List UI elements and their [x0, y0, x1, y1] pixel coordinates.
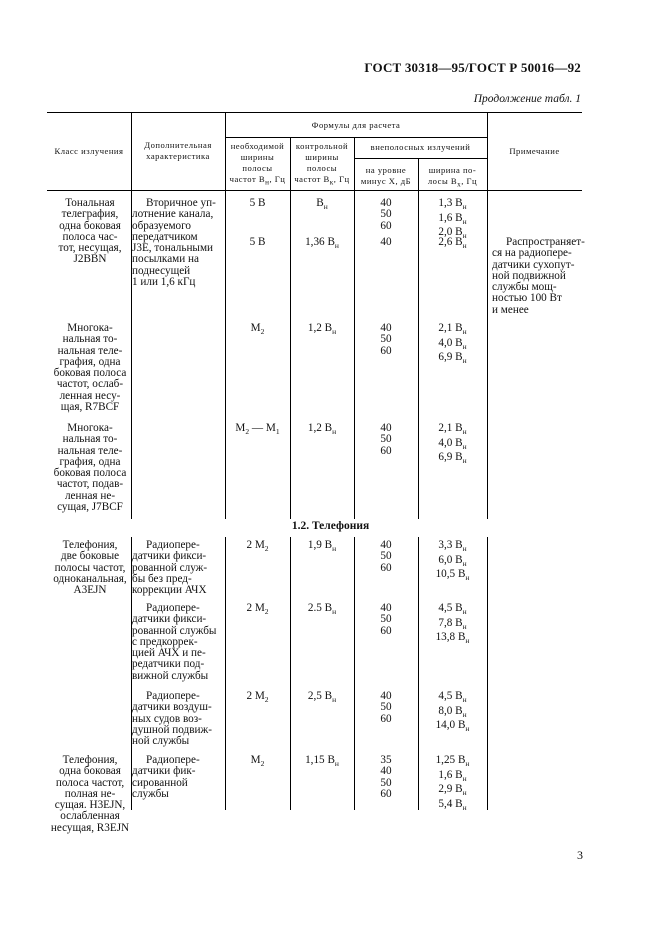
row-class-cell	[50, 540, 130, 596]
col-divider-1	[131, 112, 132, 519]
bandwidth-value: 6,9 $B_н$	[438, 451, 467, 466]
row-note-cell	[492, 236, 585, 316]
cell-line: полосы частот,	[54, 561, 126, 574]
cell-line: боковая полоса	[53, 467, 127, 480]
bandwidth-value: 4,5 $B_н$	[438, 690, 467, 705]
cell-line: Многока-	[67, 322, 113, 334]
page-number: 3	[577, 848, 583, 862]
row-control-cell	[290, 323, 354, 338]
bandwidth-value: 2,1 $B_н$	[438, 322, 467, 337]
formula-value: 2 $M_2$	[246, 602, 269, 617]
row-control-cell	[290, 540, 354, 555]
formula-value: 1,2 $B_н$	[307, 322, 337, 337]
bandwidth-value: 6,0 $B_н$	[438, 553, 467, 568]
bandwidth-value: 3,3 $B_н$	[438, 539, 467, 554]
cell-line: графия, одна	[59, 455, 121, 468]
row-level-cell	[354, 755, 418, 800]
row-extra-cell	[132, 198, 226, 288]
cell-line: 40	[380, 422, 392, 434]
formula-value: 5 B	[249, 236, 266, 248]
table-continuation-label: Продолжение табл. 1	[473, 93, 581, 105]
cell-line: 40	[380, 765, 392, 778]
bandwidth-value: 1,25 $B_н$	[435, 754, 470, 769]
cell-line: J2BBN	[73, 253, 107, 266]
table-header-rule	[47, 190, 582, 191]
cell-line: поднесущей	[132, 264, 191, 277]
bandwidth-value: 2,0 $B_н$	[438, 226, 467, 241]
cell-line: 50	[380, 333, 392, 346]
row-necessary-cell	[225, 198, 290, 209]
cell-line: нальная то-	[62, 433, 118, 446]
cell-line: ослабленная	[60, 810, 120, 823]
formula-value: 2.5 $B_н$	[307, 602, 337, 617]
cell-line: 60	[380, 444, 392, 457]
cell-line: 1 или 1,6 кГц	[132, 276, 196, 289]
cell-line: лотнение канала,	[132, 208, 214, 221]
bandwidth-value: 8,0 $B_н$	[438, 704, 467, 719]
cell-line: 50	[380, 550, 392, 563]
row-class-cell	[50, 755, 130, 834]
bandwidth-value: 13,8 $B_н$	[435, 631, 470, 646]
cell-line: частот, ослаб-	[56, 378, 124, 391]
cell-line: душной подвиж-	[132, 723, 212, 736]
cell-line: редатчики под-	[132, 658, 205, 671]
cell-line: датчики воздуш-	[132, 701, 212, 714]
formula-value: 5 B	[249, 197, 266, 209]
row-class-cell	[50, 323, 130, 413]
cell-line: датчики фикси-	[132, 550, 207, 563]
cell-line: Радиопере-	[146, 539, 200, 551]
cell-line: с предкоррек-	[132, 635, 198, 648]
formula-value: $M_2$	[250, 322, 265, 337]
formulas-subrule	[225, 137, 487, 138]
row-bandwidth-cell	[418, 423, 487, 467]
cell-line: Вторичное уп-	[146, 197, 216, 209]
cell-line: рованной служ-	[132, 561, 208, 574]
cell-line: ной подвижной	[492, 269, 566, 282]
row-control-cell	[290, 691, 354, 706]
cell-line: коррекции АЧХ	[132, 584, 207, 597]
row-bandwidth-cell	[418, 603, 487, 647]
cell-line: полоса частот,	[55, 776, 125, 789]
formula-value: 2 $M_2$	[246, 539, 269, 554]
header-extra: Дополнительная характеристика	[144, 140, 212, 161]
row-necessary-cell	[225, 755, 290, 770]
formula-value: $B_н$	[316, 197, 328, 212]
cell-line: ной службы	[132, 735, 190, 748]
cell-line: 50	[380, 776, 392, 789]
cell-line: бы без пред-	[132, 572, 192, 585]
cell-line: тот, несущая,	[58, 242, 122, 255]
cell-line: A3EJN	[73, 584, 107, 597]
cell-line: 40	[380, 197, 392, 209]
row-level-cell	[354, 691, 418, 725]
cell-line: ленная не-	[64, 489, 116, 502]
cell-line: нальная теле-	[57, 344, 123, 357]
cell-line: графия, одна	[59, 355, 121, 368]
cell-line: сущая. H3EJN,	[54, 799, 126, 812]
cell-line: 50	[380, 613, 392, 626]
cell-line: образуемого	[132, 219, 192, 232]
row-level-cell	[354, 603, 418, 637]
row-level-cell	[354, 198, 418, 232]
table-top-rule	[47, 112, 582, 113]
bandwidth-value: 10,5 $B_н$	[435, 568, 470, 583]
cell-line: 50	[380, 701, 392, 714]
cell-line: передатчиком	[132, 230, 198, 243]
row-control-cell	[290, 755, 354, 770]
cell-line: 60	[380, 712, 392, 725]
row-necessary-cell	[225, 540, 290, 555]
header-note: Примечание	[509, 146, 560, 156]
cell-line: несущая, R3EJN	[50, 821, 130, 834]
cell-line: J3E, тональными	[132, 242, 214, 255]
row-bandwidth-cell	[418, 691, 487, 735]
cell-line: рованной службы	[132, 624, 217, 637]
cell-line: 40	[380, 539, 392, 551]
row-necessary-cell	[225, 323, 290, 338]
formula-value: 1,36 $B_н$	[305, 236, 339, 251]
row-extra-cell	[132, 755, 226, 800]
cell-line: ся на радиопере-	[492, 247, 572, 260]
row-control-cell	[290, 603, 354, 618]
row-necessary-cell	[225, 237, 290, 248]
formula-value: $M_2$	[250, 754, 265, 769]
row-bandwidth-cell	[418, 540, 487, 584]
cell-line: датчики фик-	[132, 765, 196, 778]
cell-line: датчики сухопут-	[492, 258, 575, 271]
cell-line: 40	[380, 322, 392, 334]
bandwidth-value: 2,1 $B_н$	[438, 422, 467, 437]
bandwidth-value: 6,9 $B_н$	[438, 351, 467, 366]
cell-line: Распространяет-	[506, 236, 585, 248]
cell-line: боковая полоса	[53, 367, 127, 380]
row-bandwidth-cell	[418, 755, 487, 813]
row-class-cell	[50, 423, 130, 513]
cell-line: вижной службы	[132, 669, 209, 682]
formula-value: 1,15 $B_н$	[305, 754, 339, 769]
bandwidth-value: 14,0 $B_н$	[435, 719, 470, 734]
cell-line: Многока-	[67, 422, 113, 434]
cell-line: Тональная	[65, 197, 115, 209]
cell-line: Радиопере-	[146, 602, 200, 614]
cell-line: 50	[380, 208, 392, 221]
cell-line: службы	[132, 787, 169, 800]
cell-line: 60	[380, 787, 392, 800]
cell-line: Радиопере-	[146, 690, 200, 702]
row-extra-cell	[132, 691, 226, 747]
row-necessary-cell	[225, 603, 290, 618]
bandwidth-value: 1,3 $B_н$	[438, 197, 467, 212]
bandwidth-value: 4,0 $B_н$	[438, 336, 467, 351]
bandwidth-value: 1,6 $B_н$	[438, 768, 467, 783]
row-extra-cell	[132, 603, 226, 682]
row-level-cell	[354, 237, 418, 248]
row-necessary-cell	[225, 423, 290, 438]
row-level-cell	[354, 423, 418, 457]
col-divider-6b	[487, 537, 488, 810]
cell-line: Телефония,	[62, 539, 118, 551]
bandwidth-value: 4,0 $B_н$	[438, 436, 467, 451]
cell-line: 40	[380, 236, 392, 248]
header-level: на уровне минус X, дБ	[360, 165, 412, 186]
row-level-cell	[354, 323, 418, 357]
bandwidth-value: 5,4 $B_н$	[438, 797, 467, 812]
cell-line: нальная теле-	[57, 444, 123, 457]
cell-line: ленная несу-	[59, 389, 121, 402]
row-control-cell	[290, 237, 354, 252]
formula-value: 2,5 $B_н$	[307, 690, 337, 705]
cell-line: сущая, J7BCF	[57, 501, 123, 514]
cell-line: 60	[380, 561, 392, 574]
cell-line: сированной	[132, 776, 188, 789]
col-divider-6	[487, 112, 488, 519]
cell-line: одна боковая	[59, 765, 121, 778]
row-control-cell	[290, 198, 354, 213]
cell-line: нальная то-	[62, 333, 118, 346]
header-class: Класс излучения	[54, 146, 124, 156]
cell-line: ных судов воз-	[132, 712, 202, 725]
cell-line: полная не-	[64, 787, 116, 800]
cell-line: 60	[380, 344, 392, 357]
cell-line: цией АЧХ и пе-	[132, 647, 206, 660]
header-necessary: необходимой ширины полосы частот $B_н$, Гц	[229, 141, 286, 187]
cell-line: 35	[380, 754, 392, 766]
row-necessary-cell	[225, 691, 290, 706]
header-bandwidth: ширина по- лосы $B_x$, Гц	[427, 165, 478, 189]
cell-line: службы мощ-	[492, 281, 557, 294]
cell-line: телеграфия,	[61, 208, 119, 221]
formula-value: 1,2 $B_н$	[307, 422, 337, 437]
section-title: 1.2. Телефония	[291, 520, 370, 532]
cell-line: полоса час-	[62, 230, 118, 243]
bandwidth-value: 2,6 $B_н$	[438, 236, 467, 251]
cell-line: две боковые	[60, 550, 120, 563]
cell-line: датчики фикси-	[132, 613, 207, 626]
cell-line: щая, R7BCF	[60, 401, 120, 414]
header-outband: внеполосных излучений	[370, 142, 471, 152]
row-extra-cell	[132, 540, 226, 596]
cell-line: одноканальная,	[53, 572, 127, 585]
cell-line: 40	[380, 602, 392, 614]
cell-line: 40	[380, 690, 392, 702]
formula-value: 1,9 $B_н$	[307, 539, 337, 554]
cell-line: Радиопере-	[146, 754, 200, 766]
formula-value: 2 $M_2$	[246, 690, 269, 705]
row-class-cell	[50, 198, 130, 266]
bandwidth-value: 7,8 $B_н$	[438, 616, 467, 631]
cell-line: одна боковая	[59, 219, 121, 232]
cell-line: 60	[380, 624, 392, 637]
bandwidth-value: 4,5 $B_н$	[438, 602, 467, 617]
header-control: контрольной ширины полосы частот $B_к$, Гц	[294, 141, 350, 187]
header-formulas: Формулы для расчета	[311, 120, 401, 130]
cell-line: Телефония,	[62, 754, 118, 766]
row-level-cell	[354, 540, 418, 574]
document-header: ГОСТ 30318—95/ГОСТ Р 50016—92	[364, 60, 581, 75]
cell-line: 50	[380, 433, 392, 446]
cell-line: ностью 100 Вт	[492, 292, 562, 305]
row-bandwidth-cell	[418, 237, 487, 252]
cell-line: 60	[380, 219, 392, 232]
row-bandwidth-cell	[418, 323, 487, 367]
formula-value: $M_2$ — $M_1$	[235, 422, 280, 437]
bandwidth-value: 1,6 $B_н$	[438, 211, 467, 226]
cell-line: и менее	[492, 303, 529, 316]
bandwidth-value: 2,9 $B_н$	[438, 783, 467, 798]
outband-subrule	[354, 158, 487, 159]
row-control-cell	[290, 423, 354, 438]
cell-line: частот, подав-	[56, 478, 124, 491]
cell-line: посылками на	[132, 253, 199, 266]
